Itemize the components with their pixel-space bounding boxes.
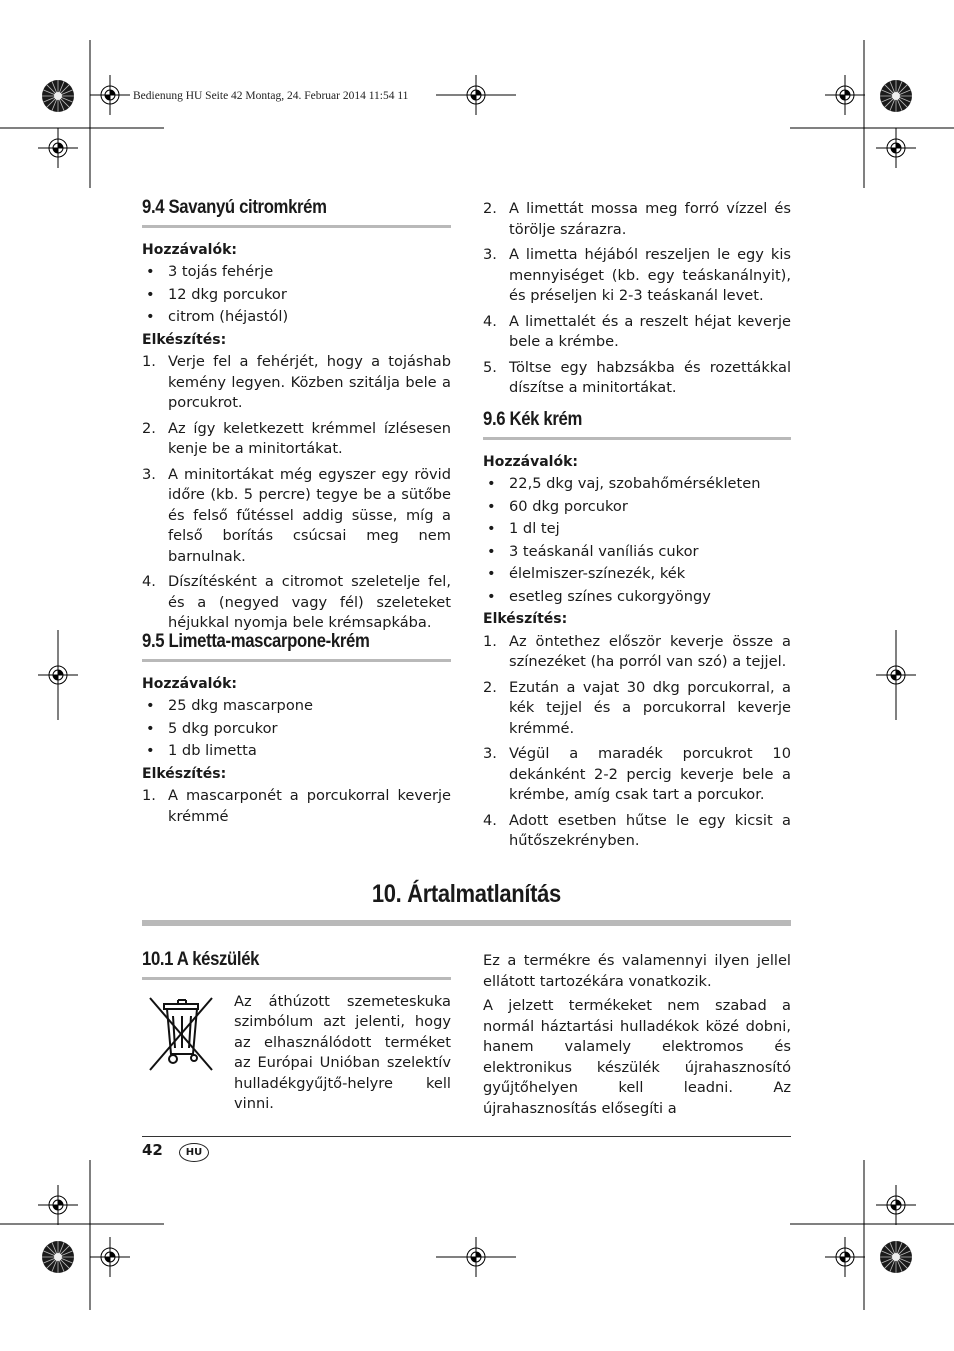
section-heading-9-6: 9.6 Kék krém — [483, 409, 582, 430]
list-item — [483, 358, 791, 399]
list-item — [483, 312, 791, 353]
steps-list — [142, 352, 451, 634]
step-number: 3. — [483, 246, 497, 263]
list-item — [142, 419, 451, 460]
step-number: 3. — [483, 745, 497, 762]
section-10-1-right — [483, 951, 791, 1123]
list-item: • 5 dkg porcukor — [142, 719, 451, 740]
step-number: 4. — [483, 811, 497, 829]
step-text: Ezután a vajat 30 dkg porcukorral, a kék tejjel és a porcukorral keverje krémmé. — [509, 678, 791, 737]
section-heading-10-1: 10.1 A készülék — [142, 949, 260, 970]
footer-rule — [142, 1136, 791, 1137]
section-heading-9-5: 9.5 Limetta-mascarpone-krém — [142, 631, 370, 652]
ingredients-list — [483, 474, 791, 607]
right-column-section-9-6 — [483, 410, 791, 857]
step-text: Az öntethez először keverje össze a színezéket (ha porról van szó) a tejjel. — [509, 632, 791, 670]
list-item: • 3 tojás fehérje — [142, 262, 451, 283]
weee-notice-text: Az áthúzott szemeteskuka szimbólum azt jelenti, hogy az elhasználódott terméket az Európai Unióban szelektív hulladékgyűjtő-helyre kell vinni. — [234, 992, 451, 1112]
list-item: • 60 dkg porcukor — [483, 497, 791, 518]
section-10-1 — [142, 950, 451, 1115]
heading-rule — [142, 977, 451, 980]
step-text: Végül a maradék porcukrot 10 dekánként 2-2 percig keverje bele a krémbe, amíg csak tart a porcukor. — [509, 745, 791, 803]
list-item: • 1 dl tej — [483, 519, 791, 540]
step-text: A mascarponét a porcukorral keverje krémmé — [168, 787, 451, 825]
list-item: • 3 teáskanál vaníliás cukor — [483, 542, 791, 563]
left-column-section-9-5 — [142, 632, 451, 832]
step-number: 4. — [142, 573, 156, 590]
list-item — [483, 811, 791, 852]
list-item — [483, 245, 791, 307]
step-text: Adott esetben hűtse le egy kicsit a hűtőszekrényben. — [509, 811, 791, 849]
step-text: A limettalét és a reszelt héjat keverje bele a krémbe. — [509, 312, 791, 350]
list-item — [483, 632, 791, 673]
page-number: 42 — [142, 1141, 163, 1159]
step-text: Töltse egy habzsákba és rozettákkal díszítse a minitortákat. — [509, 358, 791, 396]
list-item: • 1 db limetta — [142, 741, 451, 762]
section-heading-9-4: 9.4 Savanyú citromkrém — [142, 197, 327, 218]
steps-label: Elkészítés: — [483, 611, 568, 627]
steps-list-continued — [483, 199, 791, 399]
weee-notice — [142, 992, 451, 1115]
step-number: 2. — [483, 200, 497, 217]
steps-label: Elkészítés: — [142, 331, 227, 348]
ingredients-list — [142, 696, 451, 762]
step-number: 1. — [142, 787, 156, 804]
list-item — [142, 572, 451, 634]
list-item — [483, 678, 791, 740]
ingredients-list — [142, 262, 451, 328]
step-text: A limettát mossa meg forró vízzel és törölje szárazra. — [509, 200, 791, 238]
step-number: 2. — [142, 419, 156, 437]
ingredients-label: Hozzávalók: — [142, 675, 237, 692]
list-item — [142, 465, 451, 568]
step-text: Az így keletkezett krémmel ízlésesen kenje be a minitortákat. — [168, 419, 451, 457]
list-item: • citrom (héjastól) — [142, 307, 451, 328]
crossed-out-wheelie-bin-icon — [142, 994, 220, 1115]
list-item: • 25 dkg mascarpone — [142, 696, 451, 717]
right-column — [483, 199, 791, 404]
list-item — [483, 744, 791, 806]
steps-list — [142, 786, 451, 827]
paragraph: A jelzett termékeket nem szabad a normál háztartási hulladékok közé dobni, hanem valamely elektromos és elektronikus készülék újrahasznosító gyűjtőhelyen kell leadni. Az újrahasznosítás elősegíti a — [483, 997, 791, 1117]
step-number: 5. — [483, 358, 497, 376]
list-item — [142, 786, 451, 827]
step-number: 2. — [483, 678, 497, 696]
step-number: 1. — [142, 353, 156, 370]
ingredients-label: Hozzávalók: — [483, 453, 578, 470]
step-text: Verje fel a fehérjét, hogy a tojáshab kemény legyen. Közben szitálja bele a porcukrot. — [168, 353, 451, 411]
heading-rule — [142, 225, 451, 228]
heading-rule — [142, 659, 451, 662]
language-badge: HU — [179, 1143, 209, 1162]
step-text: A minitortákat még egyszer egy rövid időre (kb. 5 percre) tegye be a sütőbe és felső fűtéssel addig süsse, míg a felső borítás csúcsai meg nem barnulnak. — [168, 465, 451, 565]
print-slug: Bedienung HU Seite 42 Montag, 24. Februar 2014 11:54 11 — [133, 90, 409, 102]
list-item: • 12 dkg porcukor — [142, 285, 451, 306]
ingredients-label: Hozzávalók: — [142, 241, 237, 258]
list-item: • 22,5 dkg vaj, szobahőmérsékleten — [483, 474, 791, 495]
step-number: 4. — [483, 312, 497, 330]
chapter-title-text: 10. Ártalmatlanítás — [372, 880, 561, 908]
left-column — [142, 198, 451, 639]
step-number: 3. — [142, 465, 156, 483]
chapter-rule — [142, 920, 791, 926]
list-item: • élelmiszer-színezék, kék — [483, 564, 791, 585]
heading-rule — [483, 437, 791, 440]
paragraph: Ez a termékre és valamennyi ilyen jellel ellátott tartozékára vonatkozik. — [483, 952, 791, 990]
step-number: 1. — [483, 632, 497, 650]
steps-list — [483, 632, 791, 852]
list-item: • esetleg színes cukorgyöngy — [483, 587, 791, 608]
list-item — [142, 352, 451, 414]
step-text: Díszítésként a citromot szeletelje fel, és a (negyed vagy fél) szeleteket héjukkal nyomja bele krémsapkába. — [168, 573, 451, 631]
list-item — [483, 199, 791, 240]
steps-label: Elkészítés: — [142, 765, 227, 782]
chapter-title — [142, 880, 791, 909]
step-text: A limetta héjából reszeljen le egy kis mennyiséget (kb. egy teáskanálnyit), és préseljen ki 2-3 teáskanál levet. — [509, 246, 791, 304]
